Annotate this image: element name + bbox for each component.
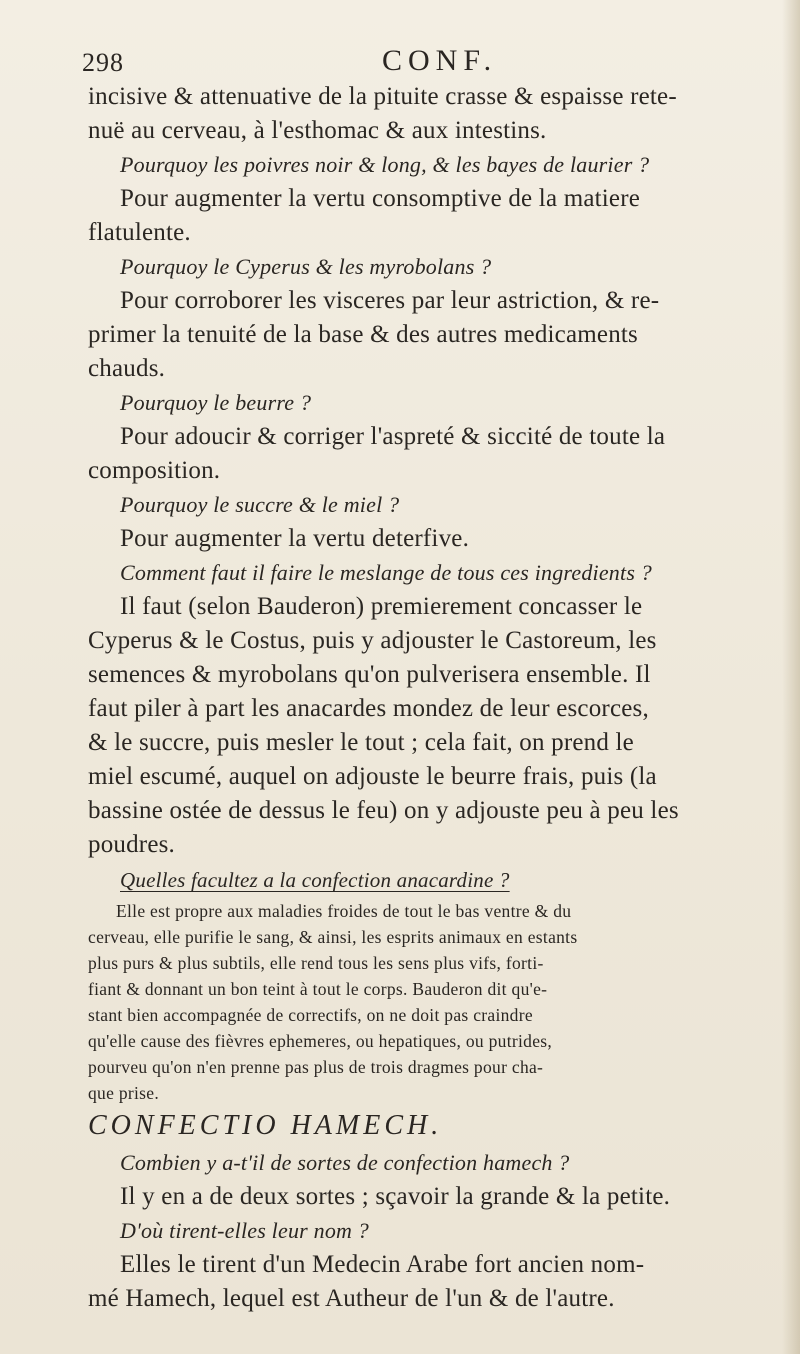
small-text-line: plus purs & plus subtils, elle rend tous les sens plus vifs, forti-	[88, 953, 544, 973]
question-line: D'où tirent-elles leur nom ?	[120, 1218, 370, 1243]
text-line: primer la tenuité de la base & des autres medicaments	[88, 321, 638, 348]
small-text-line: pourveu qu'on n'en prenne pas plus de trois dragmes pour cha-	[88, 1057, 544, 1077]
answer-line: Pour corroborer les visceres par leur astriction, & re-	[120, 287, 660, 314]
section-heading: CONFECTIO HAMECH.	[88, 1110, 443, 1141]
text-line: semences & myrobolans qu'on pulverisera ensemble. Il	[88, 661, 651, 688]
answer-line: Pour adoucir & corriger l'aspreté & siccité de toute la	[120, 423, 666, 450]
question-line: Combien y a-t'il de sortes de confection hamech ?	[120, 1150, 570, 1175]
question-line: Pourquoy le Cyperus & les myrobolans ?	[120, 254, 492, 279]
page-number: 298	[82, 48, 124, 77]
small-text-line: fiant & donnant un bon teint à tout le corps. Bauderon dit qu'e-	[88, 979, 548, 999]
small-text-line: que prise.	[88, 1083, 160, 1103]
text-line: Cyperus & le Costus, puis y adjouster le Castoreum, les	[88, 627, 657, 654]
text-line: composition.	[88, 457, 221, 484]
text-line: mé Hamech, lequel est Autheur de l'un & de l'autre.	[88, 1285, 615, 1312]
text-line: chauds.	[88, 355, 166, 382]
page-body	[88, 80, 778, 1316]
text-line: & le succre, puis mesler le tout ; cela fait, on prend le	[88, 729, 634, 756]
small-text-line: Elle est propre aux maladies froides de tout le bas ventre & du	[116, 901, 572, 921]
answer-line: Pour augmenter la vertu consomptive de la matiere	[120, 185, 641, 212]
text-line: bassine ostée de dessus le feu) on y adjouste peu à peu les	[88, 797, 679, 824]
text-line: flatulente.	[88, 219, 191, 246]
question-line: Pourquoy les poivres noir & long, & les bayes de laurier ?	[120, 152, 650, 177]
answer-line: Pour augmenter la vertu deterfive.	[120, 525, 470, 552]
small-text-line: cerveau, elle purifie le sang, & ainsi, les esprits animaux en estants	[88, 927, 578, 947]
text-line: faut piler à part les anacardes mondez de leur escorces,	[88, 695, 649, 722]
question-line: Pourquoy le beurre ?	[120, 390, 312, 415]
small-text-line: stant bien accompagnée de correctifs, on ne doit pas craindre	[88, 1005, 533, 1025]
answer-line: Il y en a de deux sortes ; sçavoir la grande & la petite.	[120, 1183, 671, 1210]
question-line: Comment faut il faire le meslange de tous ces ingredients ?	[120, 560, 652, 585]
page-edge-shadow	[782, 0, 800, 1354]
answer-line: Elles le tirent d'un Medecin Arabe fort ancien nom-	[120, 1251, 645, 1278]
answer-line: Il faut (selon Bauderon) premierement concasser le	[120, 593, 643, 620]
question-line: Pourquoy le succre & le miel ?	[120, 492, 400, 517]
text-line: miel escumé, auquel on adjouste le beurre frais, puis (la	[88, 763, 657, 790]
small-text-line: qu'elle cause des fièvres ephemeres, ou hepatiques, ou putrides,	[88, 1031, 553, 1051]
text-line: nuë au cerveau, à l'esthomac & aux intestins.	[88, 117, 547, 144]
running-head: CONF.	[382, 44, 498, 77]
text-line: incisive & attenuative de la pituite crasse & espaisse rete-	[88, 83, 677, 110]
text-line: poudres.	[88, 831, 176, 858]
question-line: Quelles facultez a la confection anacardine ?	[120, 868, 510, 892]
